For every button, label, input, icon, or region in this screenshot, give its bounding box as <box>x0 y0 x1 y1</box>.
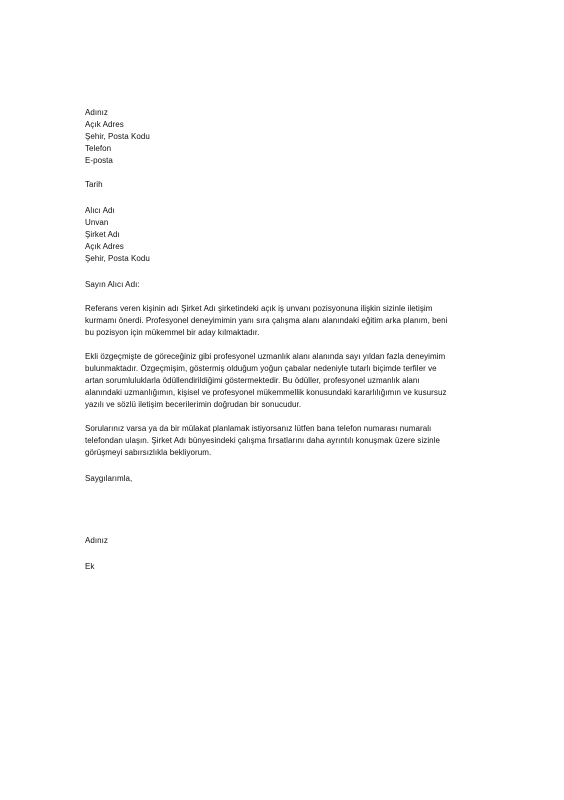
paragraph-line: bulunmaktadır. Özgeçmişim, göstermiş olduğum yoğun çabalar nedeniyle tutarlı biçimde terfiler ve <box>85 364 437 373</box>
paragraph-line: Ekli özgeçmişte de göreceğiniz gibi profesyonel uzmanlık alanı alanında sayı yıldan fazla deneyimim <box>85 352 446 361</box>
salutation: Sayın Alıcı Adı: <box>85 280 140 289</box>
sender-address: Açık Adres <box>85 120 124 129</box>
paragraph-line: bu pozisyon için mükemmel bir aday kılmaktadır. <box>85 328 260 337</box>
recipient-company: Şirket Adı <box>85 230 120 239</box>
paragraph-line: Referans veren kişinin adı Şirket Adı şirketindeki açık iş unvanı pozisyonuna ilişkin sizinle iletişim <box>85 304 433 313</box>
recipient-city-zip: Şehir, Posta Kodu <box>85 254 150 263</box>
recipient-block <box>85 205 475 265</box>
enclosure-block <box>85 561 475 573</box>
recipient-name: Alıcı Adı <box>85 206 115 215</box>
sender-name: Adınız <box>85 108 108 117</box>
salutation-block <box>85 279 475 291</box>
letter-date: Tarih <box>85 180 103 189</box>
paragraph-line: görüşmeyi sabırsızlıkla bekliyorum. <box>85 448 212 457</box>
recipient-address: Açık Adres <box>85 242 124 251</box>
paragraph-line: Sorularınız varsa ya da bir mülakat planlamak istiyorsanız lütfen bana telefon numarası numaralı <box>85 424 432 433</box>
letter-content <box>85 107 475 573</box>
date-block <box>85 179 475 191</box>
paragraph-line: kurmamı önerdi. Profesyonel deneyimimin yanı sıra çalışma alanı alanındaki eğitim arka planım, beni <box>85 316 448 325</box>
paragraph-line: artan sorumluluklarla ödüllendirildiğimi göstermektedir. Bu ödüller, profesyonel uzmanlık alanı <box>85 376 420 385</box>
sender-city-zip: Şehir, Posta Kodu <box>85 132 150 141</box>
enclosure: Ek <box>85 562 95 571</box>
paragraph-line: alanındaki uzmanlığımın, kişisel ve profesyonel mükemmellik konusundaki kararlılığımın ve kusursuz <box>85 388 447 397</box>
body-paragraph <box>85 303 475 339</box>
signature-block <box>85 535 475 547</box>
recipient-title: Unvan <box>85 218 109 227</box>
paragraph-line: telefondan ulaşın. Şirket Adı bünyesindeki çalışma fırsatlarını daha ayrıntılı konuşmak üzere sizinle <box>85 436 441 445</box>
paragraph-line: yazılı ve sözlü iletişim becerilerimin doğrudan bir sonucudur. <box>85 400 302 409</box>
closing-block <box>85 473 475 485</box>
signature-name: Adınız <box>85 536 108 545</box>
body-paragraph <box>85 351 475 411</box>
sender-block <box>85 107 475 167</box>
closing: Saygılarımla, <box>85 474 133 483</box>
sender-email: E-posta <box>85 156 113 165</box>
sender-phone: Telefon <box>85 144 112 153</box>
body-paragraph <box>85 423 475 459</box>
